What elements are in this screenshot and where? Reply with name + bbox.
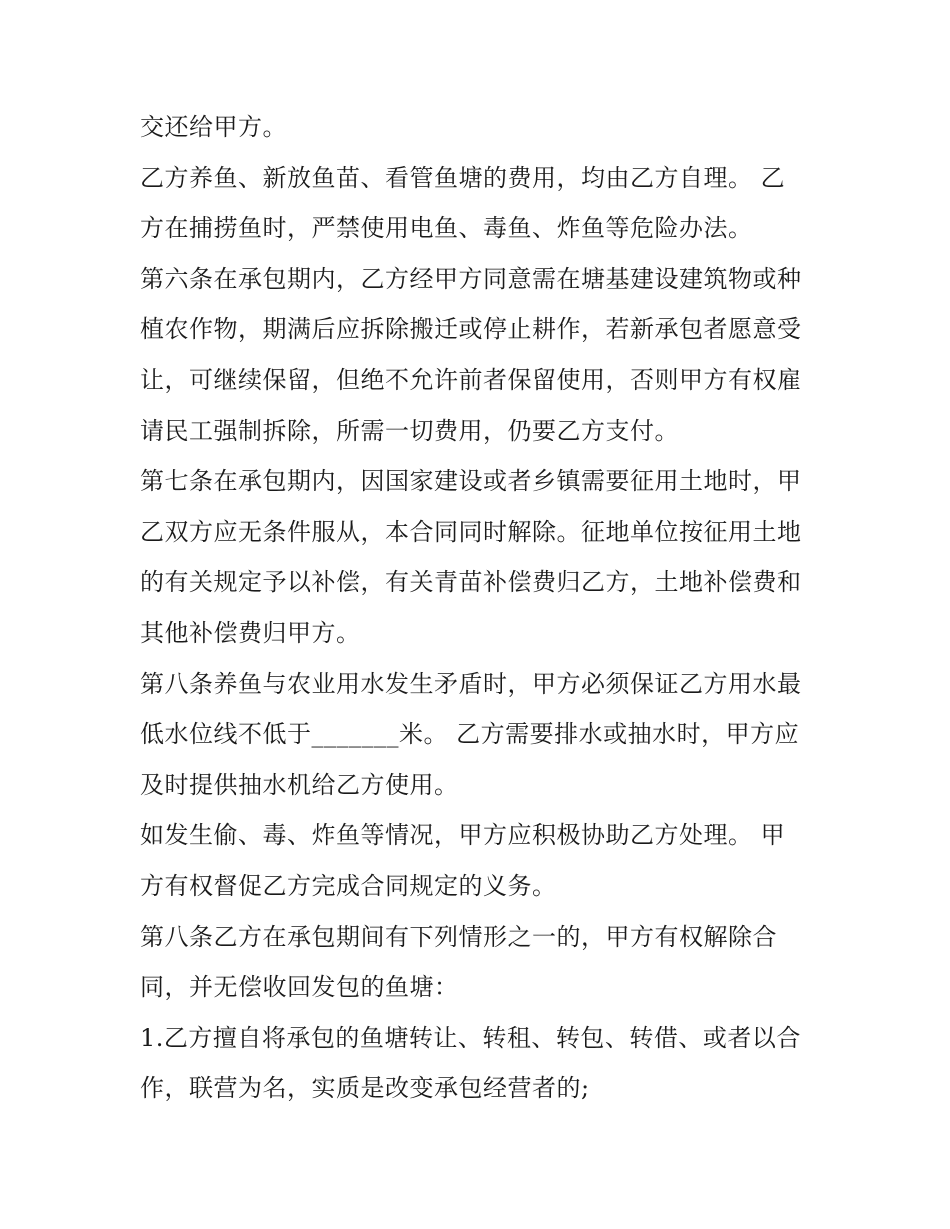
text-line: 请民工强制拆除，所需一切费用，仍要乙方支付。 [140, 416, 679, 445]
text-line: 低水位线不低于_______米。 乙方需要排水或抽水时，甲方应 [140, 720, 800, 749]
text-line: 第八条养鱼与农业用水发生矛盾时，甲方必须保证乙方用水最 [140, 669, 802, 698]
text-line: 交还给甲方。 [140, 113, 287, 141]
text-line: 及时提供抽水机给乙方使用。 [140, 770, 459, 799]
text-line: 乙双方应无条件服从，本合同同时解除。征地单位按征用土地 [140, 517, 802, 546]
text-line: 其他补偿费归甲方。 [140, 618, 361, 647]
text-line: 1.乙方擅自将承包的鱼塘转让、转租、转包、转借、或者以合 [140, 1023, 801, 1052]
text-line: 第七条在承包期内，因国家建设或者乡镇需要征用土地时，甲 [140, 467, 802, 496]
text-line: 如发生偷、毒、炸鱼等情况，甲方应积极协助乙方处理。 甲 [140, 821, 786, 850]
text-line: 植农作物，期满后应拆除搬迁或停止耕作，若新承包者愿意受 [140, 315, 802, 344]
document-body [140, 102, 820, 1114]
text-line: 乙方养鱼、新放鱼苗、看管鱼塘的费用，均由乙方自理。 乙 [140, 163, 786, 192]
text-line: 作，联营为名，实质是改变承包经营者的; [140, 1074, 590, 1103]
text-line: 方有权督促乙方完成合同规定的义务。 [140, 871, 557, 900]
text-line: 方在捕捞鱼时，严禁使用电鱼、毒鱼、炸鱼等危险办法。 [140, 214, 753, 243]
text-line: 第六条在承包期内，乙方经甲方同意需在塘基建设建筑物或种 [140, 264, 802, 293]
text-line: 的有关规定予以补偿，有关青苗补偿费归乙方，土地补偿费和 [140, 568, 802, 597]
text-line: 第八条乙方在承包期间有下列情形之一的，甲方有权解除合 [140, 922, 777, 951]
text-line: 同，并无偿收回发包的鱼塘： [140, 973, 459, 1002]
text-line: 让，可继续保留，但绝不允许前者保留使用，否则甲方有权雇 [140, 365, 802, 394]
